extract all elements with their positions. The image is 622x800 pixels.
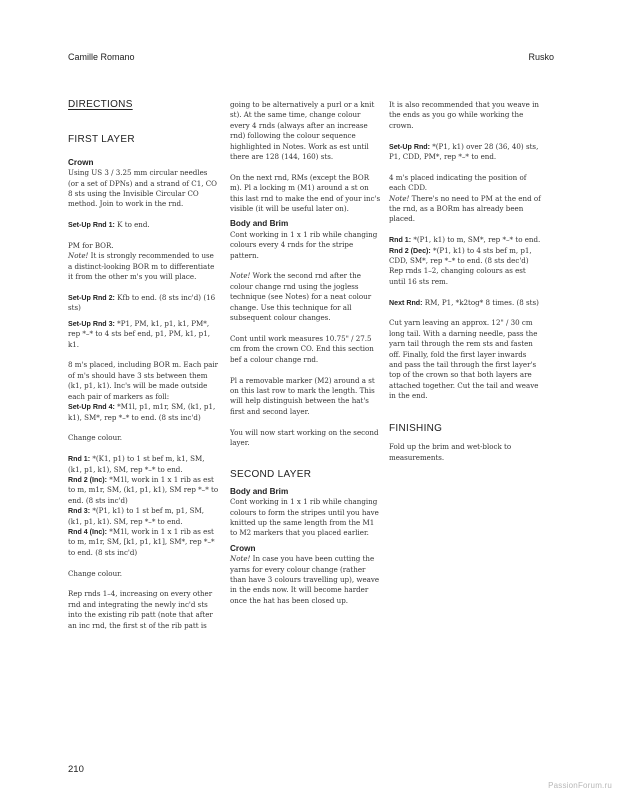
note [230,554,382,606]
paragraph: You will now start working on the second layer. [230,427,379,447]
instruction-label: Set-Up Rnd 2: [68,294,115,303]
instruction-label: Next Rnd: [389,298,423,307]
paragraph: Change colour. [68,568,123,578]
note-label: Note! [389,193,410,203]
paragraph: It is also recommended that you weave in the ends as you go while working the crown. [389,100,539,130]
note-label: Note! [68,251,89,261]
next-rnd [389,298,541,308]
paragraph: Cont until work measures 10.75" / 27.5 cm from the crown CO. End this section bef a colour change rnd. [230,333,374,364]
body-brim-heading: Body and Brim [230,219,289,229]
instruction-label: Set-Up Rnd 1: [68,221,115,230]
instruction-text: K to end. [114,220,150,230]
column-3 [389,100,541,463]
note-text: In case you have been cutting the yarns for every colour change (rather than have 3 colours travelling up), weave in the ends now. It will become harder once the hat has been closed up. [230,554,380,605]
instruction-text: *(P1, k1) to 1 st bef m, p1, SM, (k1, p1, k1). SM, rep *–* to end. [68,506,204,526]
paragraph: Cont working in 1 x 1 rib while changing colours to form the stripes until you have knitted up the same length from the M1 to M2 markers that you placed earlier. [230,497,379,538]
instruction-label: Set-Up Rnd: [389,142,430,151]
author-name: Camille Romano [68,52,135,62]
paragraph: Using US 3 / 3.25 mm circular needles (or a set of DPNs) and a strand of C1, CO 8 sts using the Invisible Circular CO method. Join to work in the rnd. [68,168,217,209]
instruction-text: *(P1, k1) over 28 (36, 40) sts, P1, CDD, PM*, rep *–* to end. [389,141,539,162]
rnd-1 [389,235,541,245]
setup-rnd-3 [68,319,220,350]
paragraph: going to be alternatively a purl or a knit st). At the same time, change colour every 4 rnds (always after an increase rnd) following the colour sequence highlighted in Notes. Work as est until there are 128 (144, 160) sts. [230,100,375,162]
note [230,271,382,323]
instruction-text: *(P1, k1) to 4 sts bef m, p1, CDD, SM*, rep *–* to end. (8 sts dec'd) [389,245,532,266]
paragraph: 8 m's placed, including BOR m. Each pair of m's should have 3 sts between them (k1, p1, k1). Inc's will be made outside each pair of markers as foll: [68,360,219,401]
watermark: PassionForum.ru [548,781,612,790]
paragraph: Cont working in 1 x 1 rib while changing colours every 4 rnds for the stripe pattern. [230,229,378,260]
directions-heading: DIRECTIONS [68,99,133,110]
instruction-label: Set-Up Rnd 4: [68,403,115,412]
instruction-text: *(P1, k1) to m, SM*, rep *–* to end. [411,235,541,245]
rnd-4 [68,527,220,558]
instruction-label: Rnd 3: [68,507,91,516]
setup-rnd [389,142,541,163]
running-header [68,52,554,62]
finishing-heading: FINISHING [389,422,443,434]
instruction-text: *M1l, p1, m1r, SM, (k1, p1, k1), SM*, rep *–* to end. (8 sts inc'd) [68,402,216,422]
instruction-label: Rnd 1: [68,455,91,464]
note-text: Work the second rnd after the colour change rnd using the jogless technique (see Notes) for a neat colour change. Use this technique for all subsequent colour changes. [230,271,372,323]
instruction-text: RM, P1, *k2tog* 8 times. (8 sts) [422,297,539,307]
rnd-2-dec [389,246,541,267]
pattern-name: Rusko [528,52,554,62]
paragraph: 4 m's placed indicating the position of each CDD. [389,172,527,193]
second-layer-heading: SECOND LAYER [230,469,312,481]
setup-rnd-4 [68,402,220,423]
crown-heading: Crown [230,543,256,553]
paragraph: Change colour. [68,433,123,443]
rnd-2 [68,475,220,506]
first-layer-heading: FIRST LAYER [68,134,135,146]
instruction-text: *M1l, work in 1 x 1 rib as est to m, m1r, SM, [k1, p1, k1], SM*, rep *–* to end. (8 sts inc'd) [68,526,215,557]
instruction-label: Rnd 2 (Inc): [68,475,108,484]
note-label: Note! [230,554,251,564]
column-1 [68,100,220,631]
instruction-text: *M1l, work in 1 x 1 rib as est to m, m1r, SM, (k1, p1, k1), SM rep *–* to end. (8 sts inc'd) [68,474,219,505]
note-label: Note! [230,271,251,281]
paragraph: Pl a removable marker (M2) around a st on this last row to mark the length. This will help distinguish between the hat's first and second layer. [230,375,375,416]
instruction-label: Rnd 4 (Inc): [68,527,108,536]
paragraph: Rep rnds 1–2, changing colours as est until 16 sts rem. [389,266,526,286]
paragraph: PM for BOR. [68,241,114,251]
rnd-1 [68,454,220,475]
body-brim-heading: Body and Brim [230,486,289,496]
note [68,251,220,282]
rnd-3 [68,506,220,527]
crown-heading: Crown [68,157,94,167]
paragraph: Fold up the brim and wet-block to measurements. [389,442,512,462]
note-text: There's no need to PM at the end of the rnd, as a BORm has already been placed. [389,193,541,224]
paragraph: On the next rnd, RMs (except the BOR m). Pl a locking m (M1) around a st on this last rnd to make the end of your inc's visible (it will be useful later on). [230,172,381,214]
note-text: It is strongly recommended to use a distinct-looking BOR m to differentiate it from the other m's you will place. [68,251,215,282]
instruction-text: *(K1, p1) to 1 st bef m, k1, SM, (k1, p1, k1), SM, rep *–* to end. [68,454,205,474]
page-number: 210 [68,764,84,775]
setup-rnd-2 [68,293,220,314]
instruction-label: Rnd 2 (Dec): [389,246,431,255]
column-2 [230,100,382,606]
instruction-text: *P1, PM, k1, p1, k1, PM*, rep *–* to 4 sts bef end, p1, PM, k1, p1, k1. [68,318,210,349]
paragraph: Cut yarn leaving an approx. 12" / 30 cm long tail. With a darning needle, pass the yarn tail through the rem sts and fasten off. Finally, fold the first layer inwards and pass the tail through the first layer's top of the crown so that both layers are attached together. Cut the tail and weave in the end. [389,318,539,401]
instruction-label: Rnd 1: [389,236,412,245]
note [389,194,541,225]
instruction-label: Set-Up Rnd 3: [68,319,115,328]
instruction-text: Kfb to end. (8 sts inc'd) (16 sts) [68,293,216,313]
paragraph: Rep rnds 1–4, increasing on every other rnd and integrating the newly inc'd sts into the existing rib patt (note that after an inc rnd, the first st of the rib patt is [68,589,213,630]
setup-rnd-1 [68,220,220,230]
